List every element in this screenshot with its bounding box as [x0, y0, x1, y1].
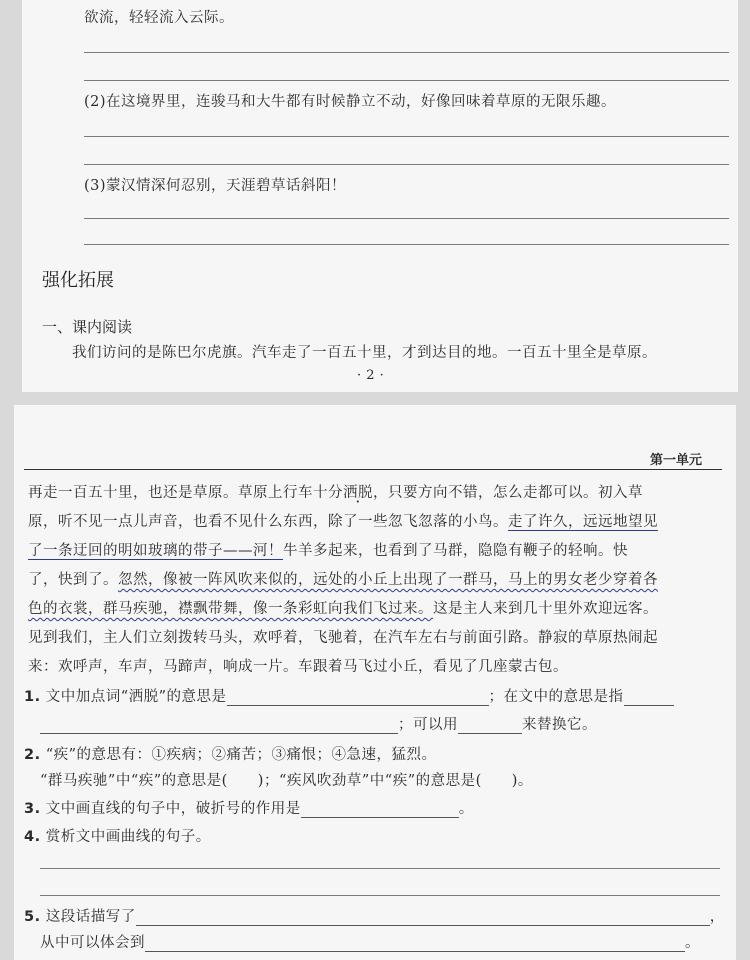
- question-number: 5.: [24, 909, 41, 925]
- answer-line[interactable]: [40, 868, 720, 869]
- answer-line[interactable]: [84, 136, 729, 137]
- question-text: 文中画直线的句子中，破折号的作用是: [45, 801, 301, 817]
- passage-text: 了，快到了。: [28, 572, 118, 588]
- question-1: [24, 685, 674, 706]
- passage-line-6: 见到我们，主人们立刻拨转马头，欢呼着，飞驰着，在汽车左右与前面引路。静寂的草原热闹起: [28, 630, 658, 646]
- answer-line[interactable]: [84, 52, 729, 53]
- passage-line-3: [28, 539, 628, 560]
- answer-line[interactable]: [84, 80, 729, 81]
- question-text: 从中可以体会到: [40, 935, 145, 951]
- page-number: · 2 ·: [357, 368, 385, 383]
- dotted-word: 洒脱: [343, 485, 373, 501]
- wavy-underlined-sentence: 忽然，像被一阵风吹来似的，远处的小丘上出现了一群马，马上的男女老少穿着各: [118, 572, 658, 588]
- question-text: ；在文中的意思是指: [488, 689, 624, 705]
- section-title: 强化拓展: [42, 270, 114, 291]
- question-text: “疾”的意思有：①疾病；②痛苦；③痛恨；④急速，猛烈。: [45, 747, 437, 763]
- passage-text: 再走一百五十里，也还是草原。草原上行车十分: [28, 485, 343, 501]
- answer-blank[interactable]: [624, 689, 674, 706]
- question-text: 这段话描写了: [45, 909, 136, 925]
- answer-blank[interactable]: [458, 717, 522, 734]
- passage-line-4: [28, 568, 658, 589]
- question-1-cont: [40, 713, 597, 734]
- top-page: [22, 0, 738, 392]
- answer-line[interactable]: [84, 164, 729, 165]
- subsection-title: 一、课内阅读: [42, 318, 133, 336]
- answer-blank[interactable]: [40, 717, 398, 734]
- answer-line[interactable]: [84, 218, 729, 219]
- header-rule: [24, 469, 722, 470]
- question-2: [24, 743, 437, 764]
- passage-text: ，只要方向不错，怎么走都可以。初入草: [373, 485, 643, 501]
- passage-text: 牛羊多起来，也看到了马群，隐隐有鞭子的轻响。快: [283, 543, 628, 559]
- passage-line-1: [28, 481, 643, 502]
- passage-start: 我们访问的是陈巴尔虎旗。汽车走了一百五十里，才到达目的地。一百五十里全是草原。: [72, 345, 657, 361]
- answer-blank[interactable]: [136, 909, 710, 926]
- straight-underlined-sentence: 走了许久，远远地望见: [508, 514, 658, 530]
- wavy-underlined-sentence: 色的衣裳，群马疾驰，襟飘带舞，像一条彩虹向我们飞过来。: [28, 601, 433, 617]
- question-text: 。: [458, 801, 474, 817]
- item-2-text: (2)在这境界里，连骏马和大牛都有时候静立不动，好像回味着草原的无限乐趣。: [84, 94, 617, 110]
- answer-line[interactable]: [40, 895, 720, 896]
- question-number: 4.: [24, 829, 41, 845]
- passage-text: 原，听不见一点儿声音，也看不见什么东西，除了一些忽飞忽落的小鸟。: [28, 514, 508, 530]
- answer-blank[interactable]: [301, 801, 459, 818]
- question-5-cont: [40, 931, 700, 952]
- question-5: [24, 905, 725, 926]
- running-head: 第一单元: [650, 453, 703, 468]
- straight-underlined-sentence: 了一条迂回的明如玻璃的带子——河！: [28, 543, 283, 559]
- question-2-cont[interactable]: “群马疾驰”中“疾”的意思是( )；“疾风吹劲草”中“疾”的意思是( )。: [40, 773, 533, 789]
- passage-text: 这是主人来到几十里外欢迎远客。: [433, 601, 658, 617]
- item-3-text: (3)蒙汉情深何忍别，天涯碧草话斜阳！: [84, 178, 347, 194]
- answer-blank[interactable]: [227, 689, 489, 706]
- question-3: [24, 797, 474, 818]
- passage-line-5: [28, 597, 658, 618]
- passage-line-2: [28, 510, 658, 531]
- question-text: 来替换它。: [522, 717, 597, 733]
- answer-line[interactable]: [84, 244, 729, 245]
- question-number: 2.: [24, 747, 41, 763]
- question-text: 文中加点词“洒脱”的意思是: [45, 689, 227, 705]
- line-continuation: 欲流，轻轻流入云际。: [84, 10, 234, 26]
- passage-line-7: 来：欢呼声，车声，马蹄声，响成一片。车跟着马飞过小丘，看见了几座蒙古包。: [28, 659, 568, 675]
- question-4: [24, 825, 211, 846]
- question-text: ；可以用: [398, 717, 458, 733]
- question-text: 赏析文中画曲线的句子。: [45, 829, 211, 845]
- question-number: 3.: [24, 801, 41, 817]
- bottom-page: [14, 405, 736, 960]
- question-text: ，: [709, 909, 725, 925]
- question-text: 。: [685, 935, 700, 951]
- question-number: 1.: [24, 689, 41, 705]
- answer-blank[interactable]: [145, 935, 685, 952]
